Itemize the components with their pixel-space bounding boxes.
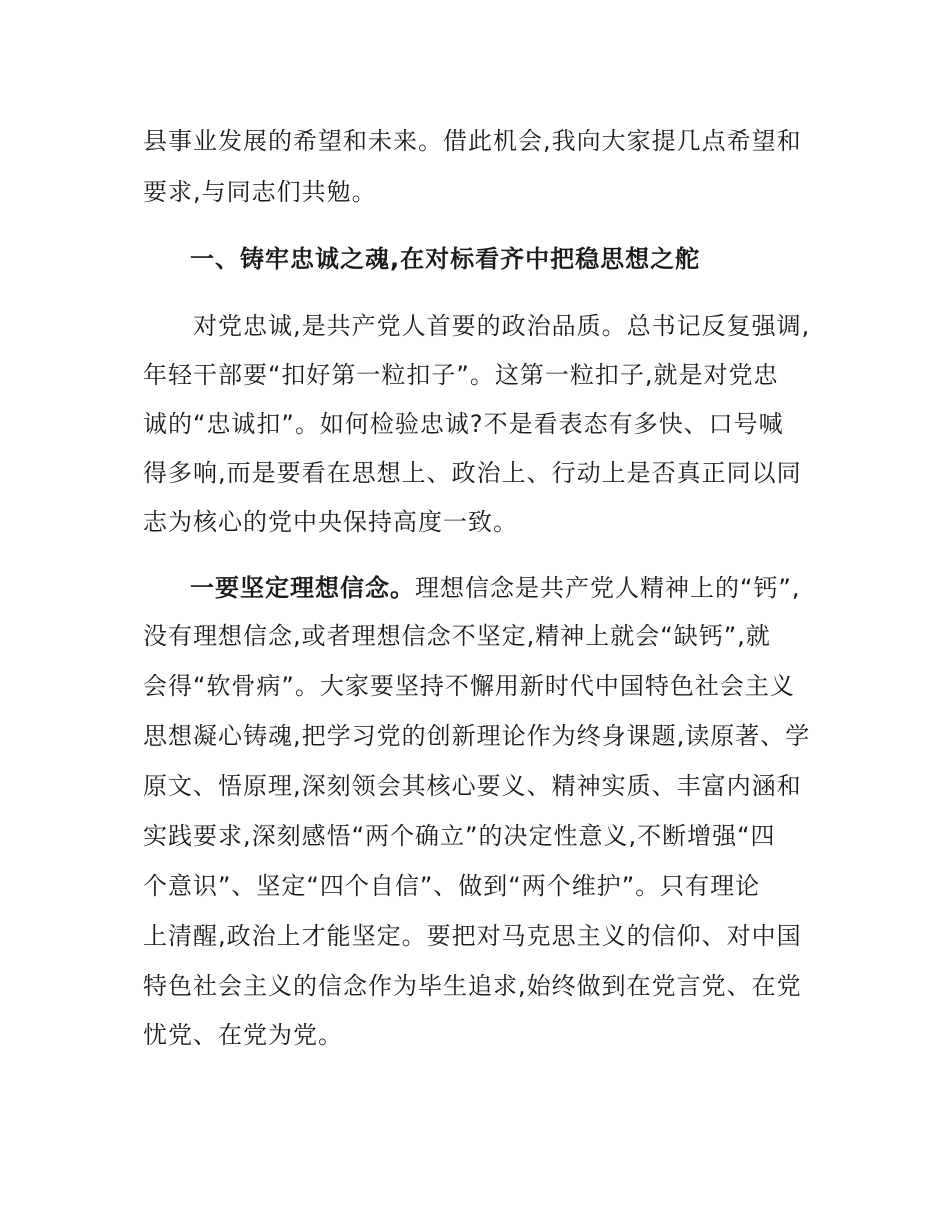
para2-line-7: 个意识”、坚定“四个自信”、做到“两个维护”。只有理论 [143,872,761,900]
intro-line-1: 县事业发展的希望和未来。借此机会,我向大家提几点希望和 [143,127,802,155]
para2-line-1 [190,573,801,603]
para1-line-1: 对党忠诚,是共产党人首要的政治品质。总书记反复强调, [193,312,811,340]
para2-line-2: 没有理想信念,或者理想信念不坚定,精神上就会“缺钙”,就 [143,622,771,650]
section-heading: 一、铸牢忠诚之魂,在对标看齐中把稳思想之舵 [190,245,701,273]
intro-line-2: 要求,与同志们共勉。 [143,178,377,206]
para1-line-4: 得多响,而是要看在思想上、政治上、行动上是否真正同以同 [143,459,802,487]
para2-first-rest: 理想信念是共产党人精神上的“钙”, [415,574,801,602]
para2-line-3: 会得“软骨病”。大家要坚持不懈用新时代中国特色社会主义 [143,672,795,700]
para1-line-5: 志为核心的党中央保持高度一致。 [143,508,518,536]
para2-line-5: 原文、悟原理,深刻领会其核心要义、精神实质、丰富内涵和 [143,772,802,800]
para2-line-6: 实践要求,深刻感悟“两个确立”的决定性意义,不断增强“四 [143,822,776,850]
para1-line-2: 年轻干部要“扣好第一粒扣子”。这第一粒扣子,就是对党忠 [143,361,779,389]
para2-line-4: 思想凝心铸魂,把学习党的创新理论作为终身课题,读原著、学 [143,722,811,750]
para2-lead: 一要坚定理想信念。 [190,574,415,602]
para2-line-9: 特色社会主义的信念作为毕生追求,始终做到在党言党、在党 [143,972,802,1000]
para2-line-10: 忧党、在党为党。 [143,1021,343,1049]
para2-line-8: 上清醒,政治上才能坚定。要把对马克思主义的信仰、对中国 [143,922,802,950]
para1-line-3: 诚的“忠诚扣”。如何检验忠诚?不是看表态有多快、口号喊 [143,410,784,438]
